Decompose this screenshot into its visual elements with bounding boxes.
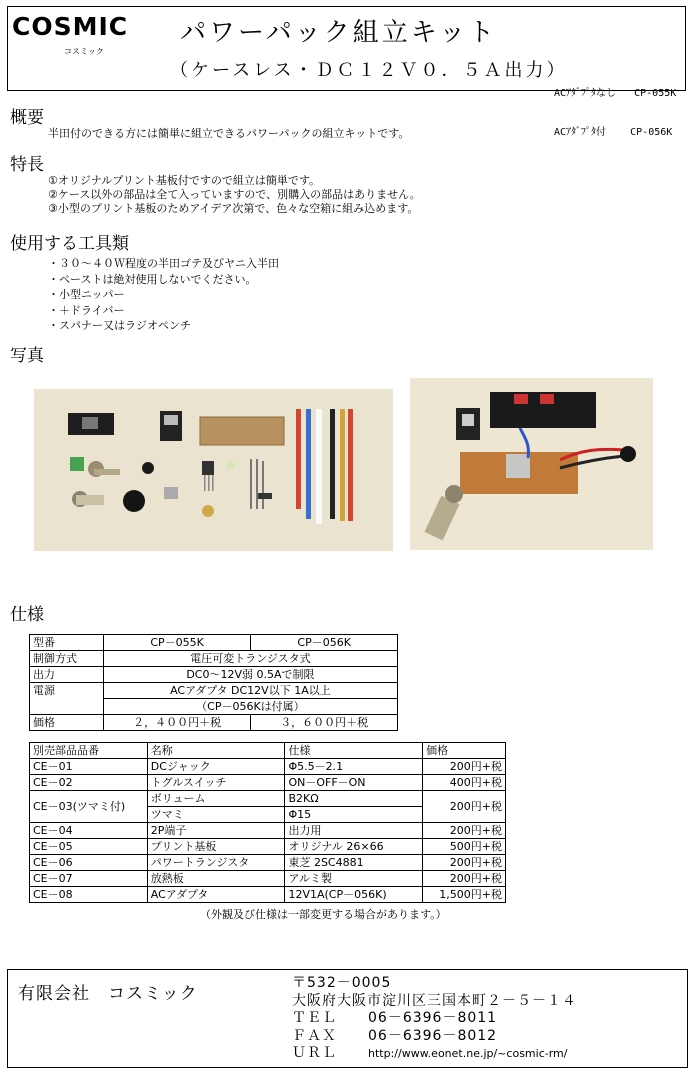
table-cell: 出力 xyxy=(30,667,104,683)
tool-item: ・ペーストは絶対使用しないでください。 xyxy=(48,272,257,286)
table-cell: 電圧可変トランジスタ式 xyxy=(103,651,397,667)
table-cell: CE－08 xyxy=(30,887,148,903)
model-row xyxy=(554,126,676,139)
table-cell: 200円+税 xyxy=(423,855,506,871)
tel-label: ＴＥＬ xyxy=(292,1010,337,1026)
table-cell: 200円+税 xyxy=(423,823,506,839)
table-cell: ３，６００円＋税 xyxy=(251,715,398,731)
logo-subtext: コスミック xyxy=(64,47,104,56)
specs-heading: 仕様 xyxy=(10,605,44,625)
tools-list xyxy=(48,256,279,334)
logo-wordmark: COSMIC xyxy=(12,12,129,41)
tool-item: ・スパナー又はラジオペンチ xyxy=(48,319,191,332)
table-cell: 価格 xyxy=(30,715,104,731)
table-cell: 200円+税 xyxy=(423,759,506,775)
table-cell: CE－05 xyxy=(30,839,148,855)
table-cell: 1,500円+税 xyxy=(423,887,506,903)
table-cell: 東芝 2SC4881 xyxy=(285,855,423,871)
table-header: 名称 xyxy=(147,743,285,759)
table-cell: ON－OFF－ON xyxy=(285,775,423,791)
table-cell: 2P端子 xyxy=(147,823,285,839)
table-row xyxy=(30,887,506,903)
website-link[interactable]: http://www.eonet.ne.jp/~cosmic-rm/ xyxy=(368,1047,568,1060)
table-row xyxy=(30,775,506,791)
table-cell: 12V1A(CP－056K) xyxy=(285,887,423,903)
table-cell: 制御方式 xyxy=(30,651,104,667)
table-cell: パワートランジスタ xyxy=(147,855,285,871)
overview-text: 半田付のできる方には簡単に組立できるパワーパックの組立キットです。 xyxy=(48,127,410,140)
tool-item: ・小型ニッパー xyxy=(48,288,125,301)
model-code: CP-055K xyxy=(634,88,677,99)
fax-row xyxy=(292,1028,577,1046)
table-cell: 電源 xyxy=(30,683,104,715)
table-cell: 出力用 xyxy=(285,823,423,839)
table-cell: CE－02 xyxy=(30,775,148,791)
overview-heading: 概要 xyxy=(10,108,44,128)
table-row xyxy=(30,683,398,699)
table-header: 別売部品品番 xyxy=(30,743,148,759)
page-title: パワーパック組立キット xyxy=(180,18,498,48)
table-cell: DCジャック xyxy=(147,759,285,775)
table-row xyxy=(30,759,506,775)
table-cell: ACアダプタ DC12V以下 1A以上 xyxy=(103,683,397,699)
table-row xyxy=(30,839,506,855)
table-cell: トグルスイッチ xyxy=(147,775,285,791)
page-subtitle: （ケースレス・ＤＣ１２Ｖ０．５Ａ出力） xyxy=(170,60,568,81)
photos-heading: 写真 xyxy=(10,346,44,366)
table-cell: オリジナル 26×66 xyxy=(285,839,423,855)
table-cell: 型番 xyxy=(30,635,104,651)
contact-block xyxy=(292,975,577,1063)
table-row xyxy=(30,667,398,683)
model-code: CP-056K xyxy=(630,127,673,138)
table-cell: ２，４００円＋税 xyxy=(103,715,251,731)
table-row xyxy=(30,823,506,839)
table-header-row xyxy=(30,743,506,759)
table-cell: 500円+税 xyxy=(423,839,506,855)
tool-item: ・＋ドライバー xyxy=(48,303,125,317)
tel-row xyxy=(292,1010,577,1028)
table-cell: CE－06 xyxy=(30,855,148,871)
table-cell: CE－01 xyxy=(30,759,148,775)
table-cell: 放熱板 xyxy=(147,871,285,887)
model-list xyxy=(554,61,676,152)
fax-number: 06－6396－8012 xyxy=(368,1027,498,1044)
feature-item: ①オリジナルプリント基板付ですので組立は簡単です。 xyxy=(48,174,320,187)
table-row xyxy=(30,855,506,871)
table-cell: アルミ製 xyxy=(285,871,423,887)
table-row xyxy=(30,715,398,731)
table-cell: CE－04 xyxy=(30,823,148,839)
table-cell: ツマミ xyxy=(147,807,285,823)
table-cell: （CP－056Kは付属） xyxy=(103,699,397,715)
tool-item: ・３０～４０Ｗ程度の半田ゴテ及びヤニ入半田 xyxy=(48,257,279,270)
parts-photo xyxy=(34,389,393,551)
table-cell: DC0～12V弱 0.5Aで制限 xyxy=(103,667,397,683)
table-cell: ACアダプタ xyxy=(147,887,285,903)
model-label: ACｱﾀﾞﾌﾟﾀ付 xyxy=(554,127,607,138)
table-cell: Φ5.5－2.1 xyxy=(285,759,423,775)
fax-label: ＦＡＸ xyxy=(292,1027,337,1044)
table-header: 仕様 xyxy=(285,743,423,759)
url-row xyxy=(292,1045,577,1063)
feature-item: ②ケース以外の部品は全て入っていますので、別購入の部品はありません。 xyxy=(48,188,421,201)
table-cell: ボリューム xyxy=(147,791,285,807)
table-cell: CE－07 xyxy=(30,871,148,887)
features-list xyxy=(48,174,421,216)
table-row xyxy=(30,871,506,887)
model-row xyxy=(554,87,676,100)
model-label: ACｱﾀﾞﾌﾟﾀなし xyxy=(554,88,617,99)
tel-number: 06－6396－8011 xyxy=(368,1010,498,1026)
features-heading: 特長 xyxy=(10,155,44,175)
table-row xyxy=(30,651,398,667)
table-cell: プリント基板 xyxy=(147,839,285,855)
parts-table xyxy=(29,742,506,903)
table-header: 価格 xyxy=(423,743,506,759)
assembled-photo xyxy=(410,378,653,550)
tools-heading: 使用する工具類 xyxy=(10,234,129,254)
table-cell: CE－03(ツマミ付) xyxy=(30,791,148,823)
table-cell: CP－055K xyxy=(103,635,251,651)
table-row xyxy=(30,635,398,651)
address: 大阪府大阪市淀川区三国本町２－５－１４ xyxy=(292,992,577,1009)
table-cell: 200円+税 xyxy=(423,791,506,823)
table-cell: B2KΩ xyxy=(285,791,423,807)
company-name: 有限会社 コスミック xyxy=(18,984,198,1004)
disclaimer-note: （外観及び仕様は一部変更する場合があります。） xyxy=(200,908,447,921)
feature-item: ③小型のプリント基板のためアイデア次第で、色々な空箱に組み込めます。 xyxy=(48,202,419,215)
url-label: ＵＲＬ xyxy=(292,1045,337,1061)
postal-code: 〒532－0005 xyxy=(292,975,392,991)
table-row xyxy=(30,791,506,807)
spec-table xyxy=(29,634,398,731)
table-cell: Φ15 xyxy=(285,807,423,823)
company-logo xyxy=(12,10,129,66)
table-cell: CP－056K xyxy=(251,635,398,651)
table-cell: 400円+税 xyxy=(423,775,506,791)
table-cell: 200円+税 xyxy=(423,871,506,887)
